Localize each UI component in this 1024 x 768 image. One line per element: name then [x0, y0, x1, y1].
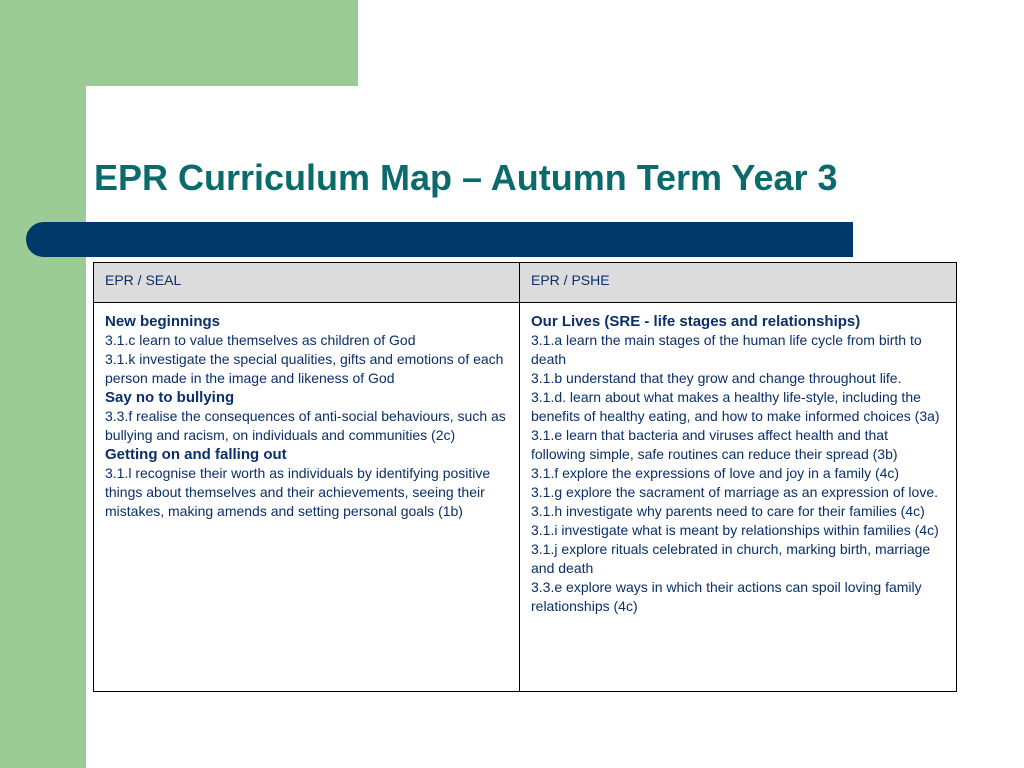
topic-heading: Say no to bullying	[105, 389, 235, 406]
topic-heading: New beginnings	[105, 313, 221, 330]
objective-item: 3.1.f explore the expressions of love and joy in a family (4c)	[531, 465, 900, 481]
topic-heading: Our Lives (SRE - life stages and relationships)	[531, 313, 861, 330]
objective-item: 3.1.e learn that bacteria and viruses affect health and that following simple, safe routines can reduce their spread (3b)	[531, 427, 898, 462]
title-underline-bar	[26, 222, 853, 257]
green-side-band	[0, 0, 86, 768]
pshe-objectives-cell	[520, 303, 956, 691]
objective-item: 3.1.l recognise their worth as individuals by identifying positive things about themselves and their achievements, seeing their mistakes, making amends and setting personal goals (1b)	[105, 465, 491, 519]
header-epr-seal: EPR / SEAL	[94, 263, 520, 303]
objective-item: 3.1.i investigate what is meant by relationships within families (4c)	[531, 522, 939, 538]
topic-heading: Getting on and falling out	[105, 446, 287, 463]
objective-item: 3.1.h investigate why parents need to care for their families (4c)	[531, 503, 925, 519]
curriculum-table	[93, 262, 957, 692]
header-epr-pshe: EPR / PSHE	[520, 263, 956, 303]
objective-item: 3.1.d. learn about what makes a healthy life-style, including the benefits of healthy eating, and how to make informed choices (3a)	[531, 389, 940, 424]
objective-item: 3.1.b understand that they grow and change throughout life.	[531, 370, 902, 386]
objective-item: 3.1.a learn the main stages of the human life cycle from birth to death	[531, 332, 922, 367]
green-top-band	[0, 0, 358, 86]
objective-item: 3.1.j explore rituals celebrated in church, marking birth, marriage and death	[531, 541, 931, 576]
slide-title: EPR Curriculum Map – Autumn Term Year 3	[94, 157, 838, 198]
objective-item: 3.1.c learn to value themselves as children of God	[105, 332, 416, 348]
objective-item: 3.3.f realise the consequences of anti-social behaviours, such as bullying and racism, on individuals and communities (2c)	[105, 408, 506, 443]
objective-item: 3.1.g explore the sacrament of marriage as an expression of love.	[531, 484, 938, 500]
objective-item: 3.3.e explore ways in which their actions can spoil loving family relationships (4c)	[531, 579, 922, 614]
objective-item: 3.1.k investigate the special qualities, gifts and emotions of each person made in the image and likeness of God	[105, 351, 504, 386]
seal-objectives-cell	[94, 303, 520, 691]
